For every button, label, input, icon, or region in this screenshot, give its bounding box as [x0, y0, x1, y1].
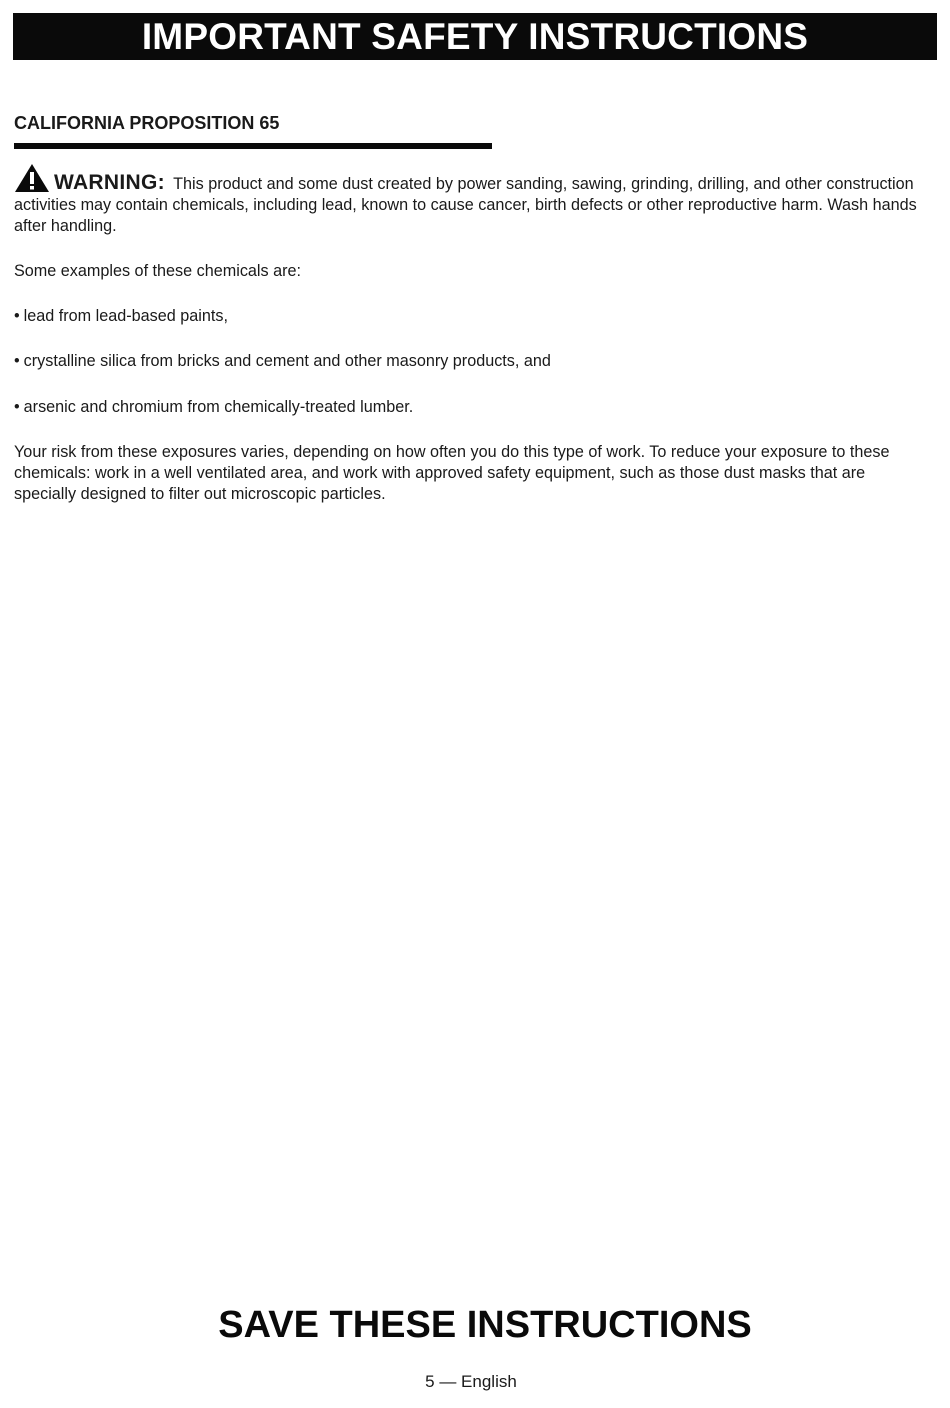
- save-instructions-title: SAVE THESE INSTRUCTIONS: [218, 1304, 752, 1346]
- warning-triangle-icon: [14, 163, 50, 193]
- list-item: [14, 351, 929, 372]
- list-item: [14, 397, 929, 418]
- examples-intro: Some examples of these chemicals are:: [14, 262, 302, 280]
- bullet-marker: •: [14, 398, 20, 416]
- list-item-text: arsenic and chromium from chemically-treated lumber.: [23, 398, 414, 416]
- bullet-marker: •: [14, 307, 20, 325]
- section-heading: CALIFORNIA PROPOSITION 65: [14, 113, 280, 133]
- warning-paragraph: [14, 163, 924, 237]
- list-item-text: lead from lead-based paints,: [23, 307, 228, 325]
- bullet-marker: •: [14, 352, 20, 370]
- warning-text: This product and some dust created by power sanding, sawing, grinding, drilling, and other construction activities may contain chemicals, including lead, known to cause cancer, birth defects or other reproductive harm. Wash hands after handling.: [14, 175, 917, 235]
- risk-paragraph: Your risk from these exposures varies, depending on how often you do this type of work. To reduce your exposure to these chemicals: work in a well ventilated area, and work with approved safety equipment, such as those dust masks that are specially designed to filter out microscopic particles.: [14, 443, 890, 503]
- page-number: 5 — English: [425, 1372, 517, 1391]
- warning-label: WARNING:: [54, 171, 165, 194]
- list-item-text: crystalline silica from bricks and cement and other masonry products, and: [23, 352, 551, 370]
- list-item: [14, 306, 929, 327]
- page-banner-title: IMPORTANT SAFETY INSTRUCTIONS: [13, 13, 937, 60]
- section-divider: [14, 143, 492, 149]
